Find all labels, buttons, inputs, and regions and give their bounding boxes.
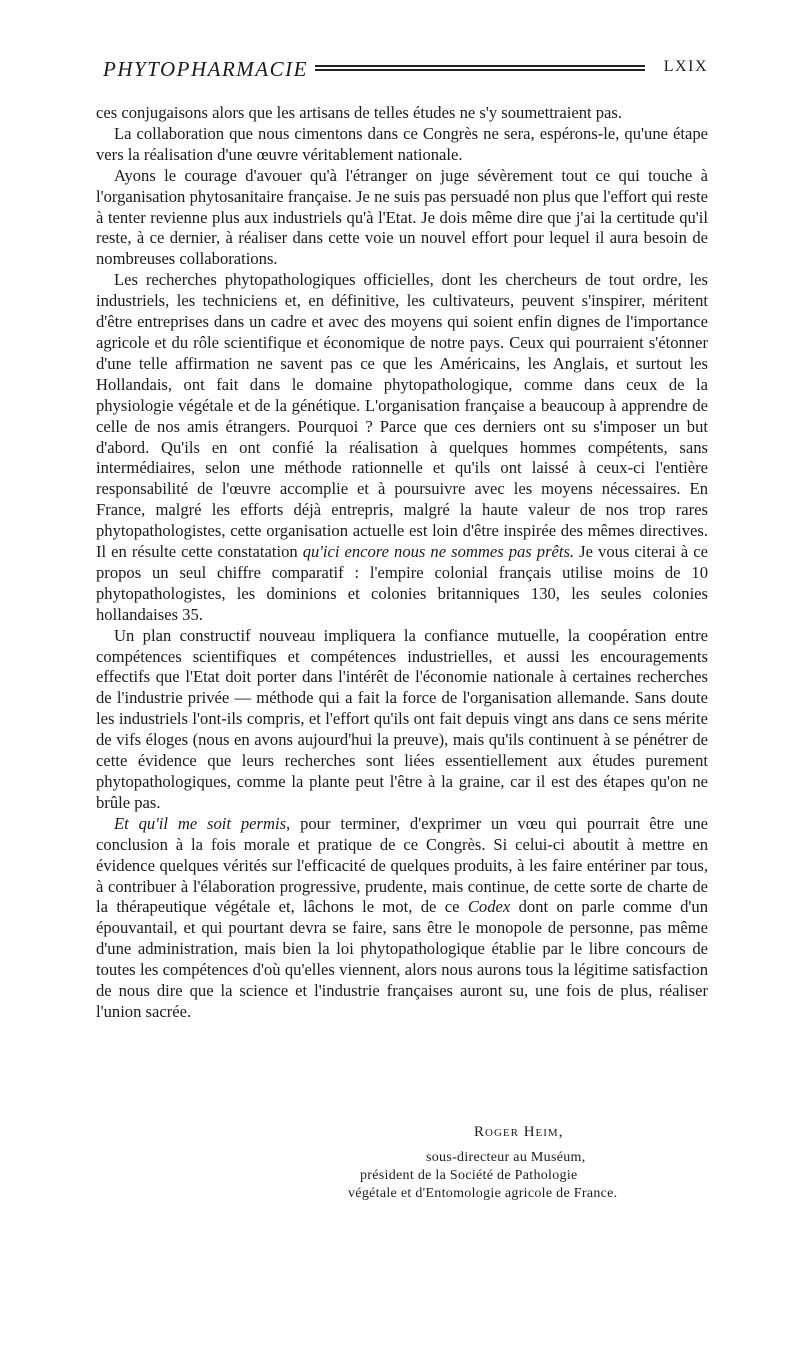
paragraph-4-text-a: Les recherches phytopathologiques officielles, dont les chercheurs de tout ordre, les industriels, les techniciens et, en définitive, les cultivateurs, peuvent s'inspirer, méritent d'être entreprises dans un cadre et avec des moyens qui soient enfin dignes de l'importance agricole et du rôle scientifique et économique de notre pays. Ceux qui pourraient s'étonner d'une telle affirmation ne savent pas ce que les Américains, les Anglais, et surtout les Hollandais, ont fait dans le domaine phytopathologique, comme dans ceux de la physiologie végétale et de la génétique. L'organisation française a beaucoup à apprendre de celle de nos amis étrangers. Pourquoi ? Parce que ces derniers ont su s'imposer un but d'abord. Qu'ils en ont confié la réalisation à quelques hommes compétents, sans intermédiaires, selon une méthode rationnelle et qu'ils ont laissé à ceux-ci l'entière responsabilité de l'œuvre accomplie et à poursuivre avec les moyens nécessaires. En France, malgré les efforts déjà entrepris, malgré la haute valeur de nos trop rares phytopathologistes, cette organisation actuelle est loin d'être inspirée des mêmes directives. Il en résulte cette constatation xyxy=(96,270,708,562)
paragraph-4-italic: qu'ici encore nous ne sommes pas prêts. xyxy=(302,542,575,562)
paragraph-4 xyxy=(96,270,708,625)
paragraph-5: Un plan constructif nouveau impliquera la confiance mutuelle, la coopération entre compétences scientifiques et compétences industrielles, et aussi les encouragements effectifs que l'Etat doit porter dans l'intérêt de l'économie nationale à certaines recherches de l'industrie privée — méthode qui a fait la force de l'organisation allemande. Sans doute les industriels l'ont-ils compris, et l'effort qu'ils ont fait depuis vingt ans dans ce sens mérite de vifs éloges (nous en avons aujourd'hui la preuve), mais qu'ils continuent à se pénétrer de cette évidence que leurs recherches sont liées essentiellement aux études purement phytopathologiques, comme la plante peut l'être à la graine, car il est des étapes qu'on ne brûle pas. xyxy=(96,625,708,812)
paragraph-2: La collaboration que nous cimentons dans ce Congrès ne sera, espérons-le, qu'une étape vers la réalisation d'une œuvre véritablement nationale. xyxy=(96,123,708,164)
paragraph-6-text-a: pour terminer, d'exprimer un vœu qui pourrait être une conclusion à la fois morale et pratique de ce Congrès. Si celui-ci aboutit à mettre en évidence quelques vérités sur l'efficacité de quelques produits, à les faire entériner par tous, à contribuer à l'élaboration progressive, prudente, mais continue, de cette sorte de charte de la thérapeutique végétale et, lâchons le mot, de ce xyxy=(96,813,708,917)
paragraph-6-codex: Codex xyxy=(467,897,511,917)
author-name: Roger Heim, xyxy=(474,1124,564,1140)
body-text xyxy=(96,103,708,1023)
paragraph-6-text-b: dont on parle comme d'un épouvantail, et qui pourtant devra se faire, sans être le monopole de personne, pas même d'une administration, mais bien la loi phytopathologique établie par le libre concours de toutes les compétences d'où qu'elles viennent, alors nous aurons tous la légitime satisfaction de nous dire que la science et l'industrie françaises auront su, une fois de plus, réaliser l'union sacrée. xyxy=(96,897,709,1021)
page-number: LXIX xyxy=(663,58,708,75)
header-rule xyxy=(315,65,645,71)
paragraph-6 xyxy=(96,814,708,1023)
author-title-line-3: végétale et d'Entomologie agricole de France. xyxy=(348,1186,618,1201)
paragraph-6-italic: Et qu'il me soit permis, xyxy=(114,813,291,833)
running-header xyxy=(103,56,708,88)
author-title-line-2: président de la Société de Pathologie xyxy=(360,1168,578,1183)
paragraph-1: ces conjugaisons alors que les artisans de telles études ne s'y soumettraient pas. xyxy=(96,103,623,122)
paragraph-4-text-b: Je vous citerai à ce propos un seul chiffre comparatif : l'empire colonial français utilise moins de 10 phytopathologistes, les dominions et colonies britanniques 130, les seules colonies hollandaises 35. xyxy=(96,542,709,624)
running-title: PHYTOPHARMACIE xyxy=(103,57,308,81)
author-title-line-1: sous-directeur au Muséum, xyxy=(426,1150,586,1165)
paragraph-3: Ayons le courage d'avouer qu'à l'étranger on juge sévèrement tout ce qui touche à l'organisation phytosanitaire française. Je ne suis pas persuadé non plus que l'effort qui reste à tenter revienne plus aux industriels qu'à l'Etat. Je dois même dire que j'ai la certitude qu'il reste, à ce dernier, à réaliser dans cette voie un nouvel effort pour lequel il aura besoin de nombreuses collaborations. xyxy=(96,165,708,269)
